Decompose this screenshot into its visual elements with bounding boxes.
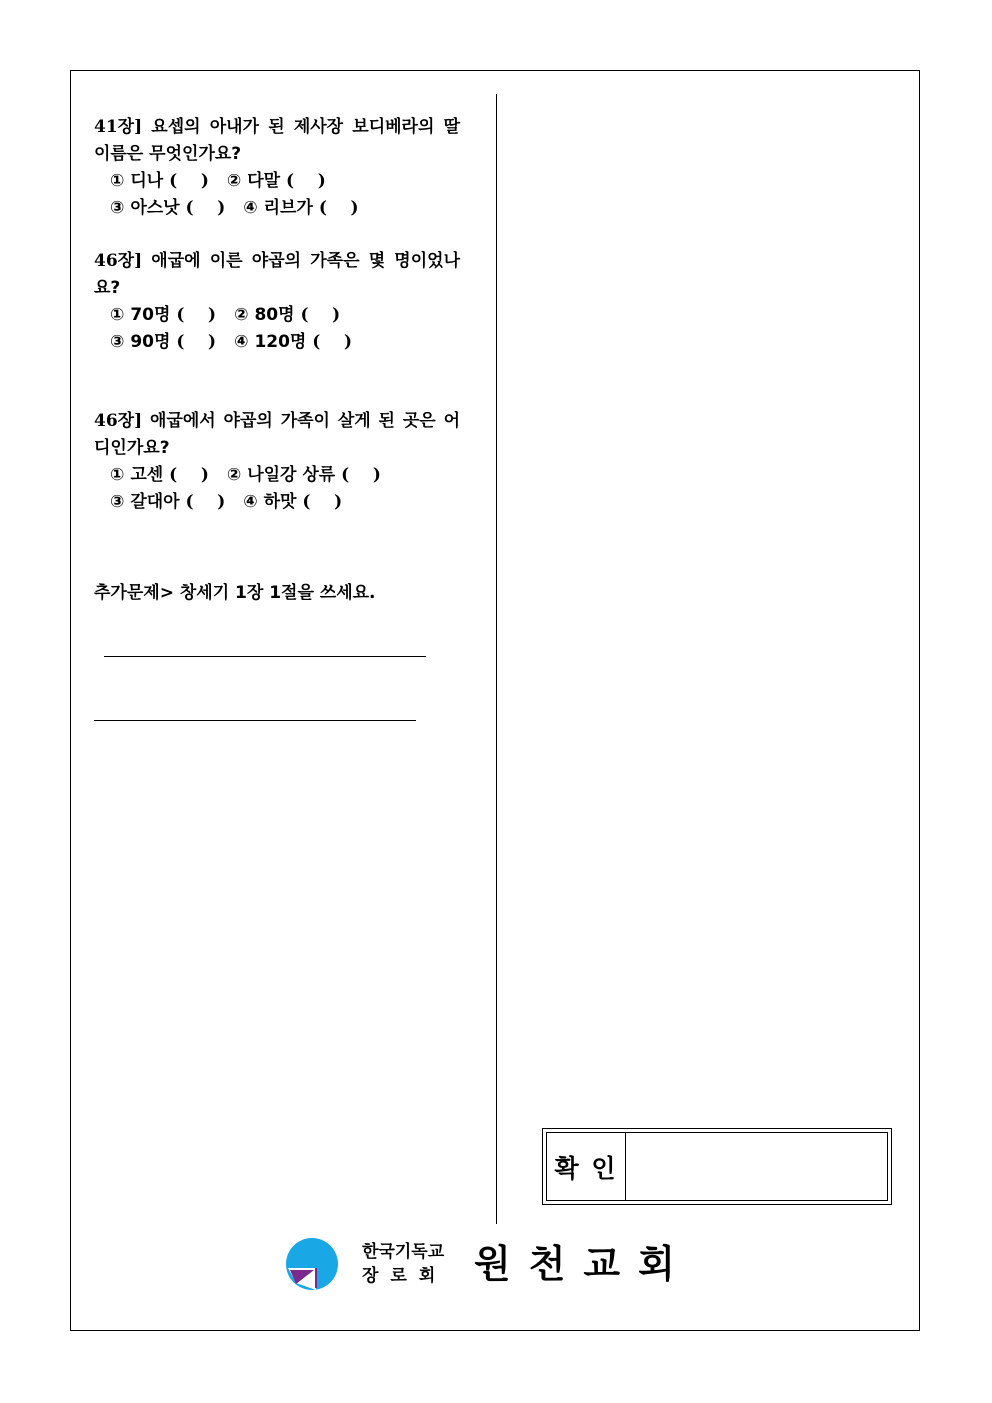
- options-row: [94, 462, 460, 489]
- options-row: [94, 168, 460, 195]
- answer-blank[interactable]: ( ): [312, 332, 353, 352]
- question-text: 애굽에 이른 야곱의 가족은 몇 명이었나요?: [94, 251, 460, 298]
- option-1: ① 70명 ( ): [110, 305, 217, 325]
- answer-blank[interactable]: ( ): [285, 171, 326, 191]
- question-number: 41장]: [94, 117, 143, 137]
- options-row: [94, 329, 460, 356]
- answer-blank[interactable]: ( ): [318, 198, 359, 218]
- question-number: 46장]: [94, 251, 143, 271]
- answer-blank[interactable]: ( ): [169, 465, 209, 485]
- footer: [286, 1236, 693, 1292]
- question-41: [94, 114, 460, 222]
- option-4: ④ 리브가 ( ): [243, 198, 359, 218]
- option-1: ① 고센 ( ): [110, 465, 209, 485]
- answer-blank[interactable]: ( ): [169, 171, 209, 191]
- answer-blank[interactable]: ( ): [300, 305, 341, 325]
- answer-blank[interactable]: ( ): [176, 332, 217, 352]
- answer-blank[interactable]: ( ): [185, 198, 226, 218]
- question-46a: [94, 248, 460, 356]
- confirm-label: 확 인: [547, 1133, 626, 1200]
- church-logo-icon: [286, 1238, 338, 1290]
- option-2: ② 80명 ( ): [234, 305, 341, 325]
- question-number: 46장]: [94, 411, 143, 431]
- question-text: 애굽에서 야곱의 가족이 살게 된 곳은 어디인가요?: [94, 411, 460, 458]
- extra-question: 추가문제> 창세기 1장 1절을 쓰세요.: [94, 583, 376, 603]
- question-46b: [94, 408, 460, 516]
- answer-blank[interactable]: ( ): [176, 305, 217, 325]
- option-2: ② 다말 ( ): [226, 171, 326, 191]
- denomination-name: 한국기독교 장로회: [362, 1242, 448, 1286]
- option-1: ① 디나 ( ): [110, 171, 209, 191]
- options-row: [94, 195, 460, 222]
- answer-line-2[interactable]: [94, 720, 416, 721]
- confirm-box: [542, 1128, 892, 1205]
- option-3: ③ 90명 ( ): [110, 332, 217, 352]
- answer-line-1[interactable]: [104, 656, 426, 657]
- answer-blank[interactable]: ( ): [302, 492, 343, 512]
- option-2: ② 나일강 상류 ( ): [226, 465, 381, 485]
- options-row: [94, 489, 460, 516]
- column-divider: [496, 94, 497, 1224]
- option-3: ③ 아스낫 ( ): [110, 198, 226, 218]
- question-text: 요셉의 아내가 된 제사장 보디베라의 딸 이름은 무엇인가요?: [94, 117, 460, 164]
- option-4: ④ 120명 ( ): [234, 332, 353, 352]
- answer-blank[interactable]: ( ): [185, 492, 226, 512]
- answer-blank[interactable]: ( ): [341, 465, 381, 485]
- church-name: 원천교회: [474, 1242, 693, 1286]
- option-3: ③ 갈대아 ( ): [110, 492, 226, 512]
- option-4: ④ 하맛 ( ): [243, 492, 343, 512]
- options-row: [94, 302, 460, 329]
